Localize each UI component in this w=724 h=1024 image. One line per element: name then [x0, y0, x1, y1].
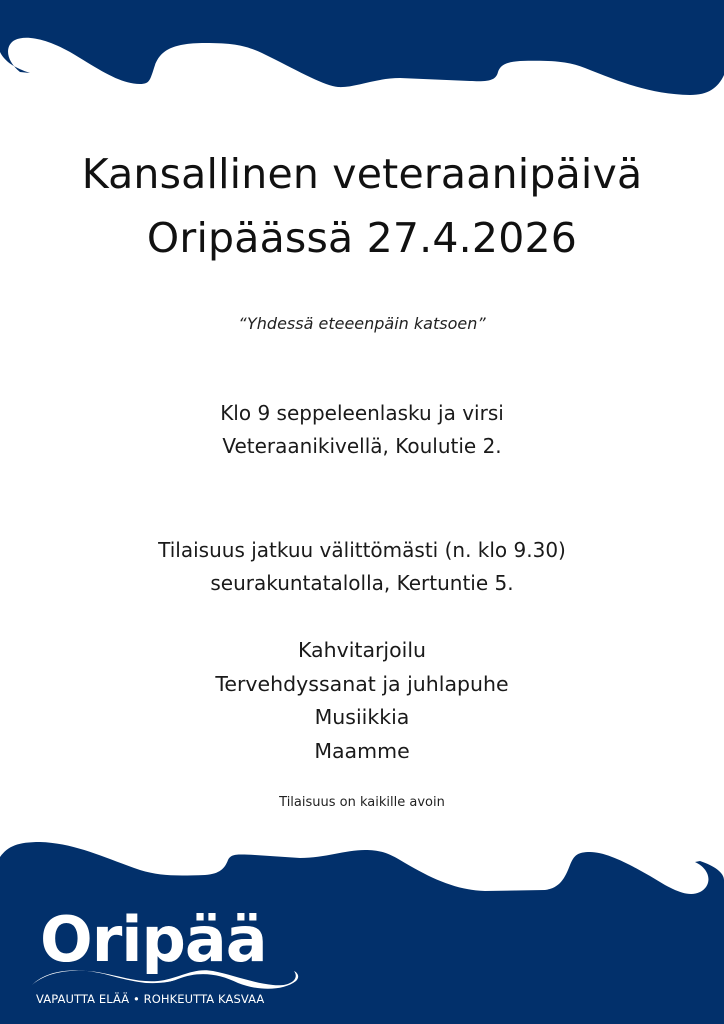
logo-wordmark: Oripää	[40, 903, 267, 976]
event-title-line-2: Oripäässä 27.4.2026	[146, 214, 578, 262]
program-item: Musiikkia	[314, 705, 410, 729]
program-item: Kahvitarjoilu	[297, 638, 427, 662]
ceremony-line-1: Klo 9 seppeleenlasku ja virsi	[220, 401, 504, 425]
logo-tagline: VAPAUTTA ELÄÄ • ROHKEUTTA KASVAA	[36, 992, 265, 1006]
program-list	[0, 634, 724, 768]
motto: “Yhdessä eteeenpäin katsoen”	[238, 314, 486, 333]
oripaa-logo	[28, 905, 308, 1015]
continuation-info	[0, 534, 724, 600]
open-to-all-note: Tilaisuus on kaikille avoin	[279, 795, 445, 810]
continuation-line-2: seurakuntatalolla, Kertuntie 5.	[210, 571, 514, 595]
event-title	[0, 142, 724, 270]
program-item: Tervehdyssanat ja juhlapuhe	[215, 671, 509, 696]
ceremony-info	[0, 397, 724, 463]
logo-swoosh-icon	[28, 945, 308, 995]
ceremony-line-2: Veteraanikivellä, Koulutie 2.	[222, 434, 502, 458]
continuation-line-1: Tilaisuus jatkuu välittömästi (n. klo 9.30)	[158, 538, 566, 562]
program-item: Maamme	[314, 738, 410, 763]
event-title-line-1: Kansallinen veteraanipäivä	[81, 150, 643, 198]
top-wave-decoration	[0, 0, 724, 130]
